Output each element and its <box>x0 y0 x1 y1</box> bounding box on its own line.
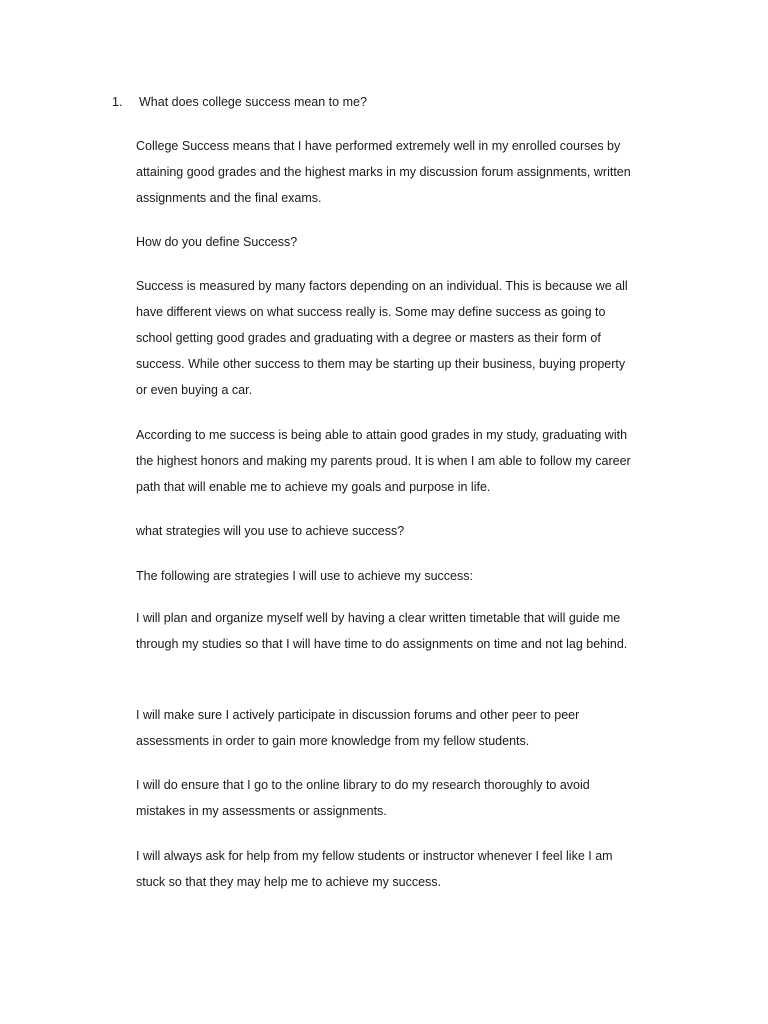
subheading-define-success: How do you define Success? <box>136 235 298 249</box>
paragraph-strategy-discussion: I will make sure I actively participate in discussion forums and other peer to peer assessments in order to gain more knowledge from my fellow students. <box>136 708 580 748</box>
paragraph-strategy-timetable: I will plan and organize myself well by having a clear written timetable that will guide me through my studies so that I will have time to do assignments on time and not lag behind. <box>136 611 628 651</box>
paragraph-success-factors: Success is measured by many factors depending on an individual. This is because we all have different views on what success really is. Some may define success as going to school getting good grades and graduating with a degree or masters as their form of success. While other success to them may be starting up their business, buying property or even buying a car. <box>136 279 628 397</box>
subheading-strategies: what strategies will you use to achieve success? <box>136 524 405 538</box>
question-item <box>112 92 367 112</box>
paragraph-strategy-help: I will always ask for help from my fellow students or instructor whenever I feel like I am stuck so that they may help me to achieve my success. <box>136 849 613 889</box>
paragraph-strategy-library: I will do ensure that I go to the online library to do my research thoroughly to avoid mistakes in my assessments or assignments. <box>136 778 590 818</box>
paragraph-college-success-meaning: College Success means that I have performed extremely well in my enrolled courses by attaining good grades and the highest marks in my discussion forum assignments, written assignments and the final exams. <box>136 139 631 205</box>
list-number: 1. <box>112 95 123 109</box>
paragraph-strategies-intro: The following are strategies I will use to achieve my success: <box>136 569 473 583</box>
paragraph-personal-definition: According to me success is being able to attain good grades in my study, graduating with the highest honors and making my parents proud. It is when I am able to follow my career path that will enable me to achieve my goals and purpose in life. <box>136 428 631 494</box>
question-heading: What does college success mean to me? <box>139 95 367 109</box>
